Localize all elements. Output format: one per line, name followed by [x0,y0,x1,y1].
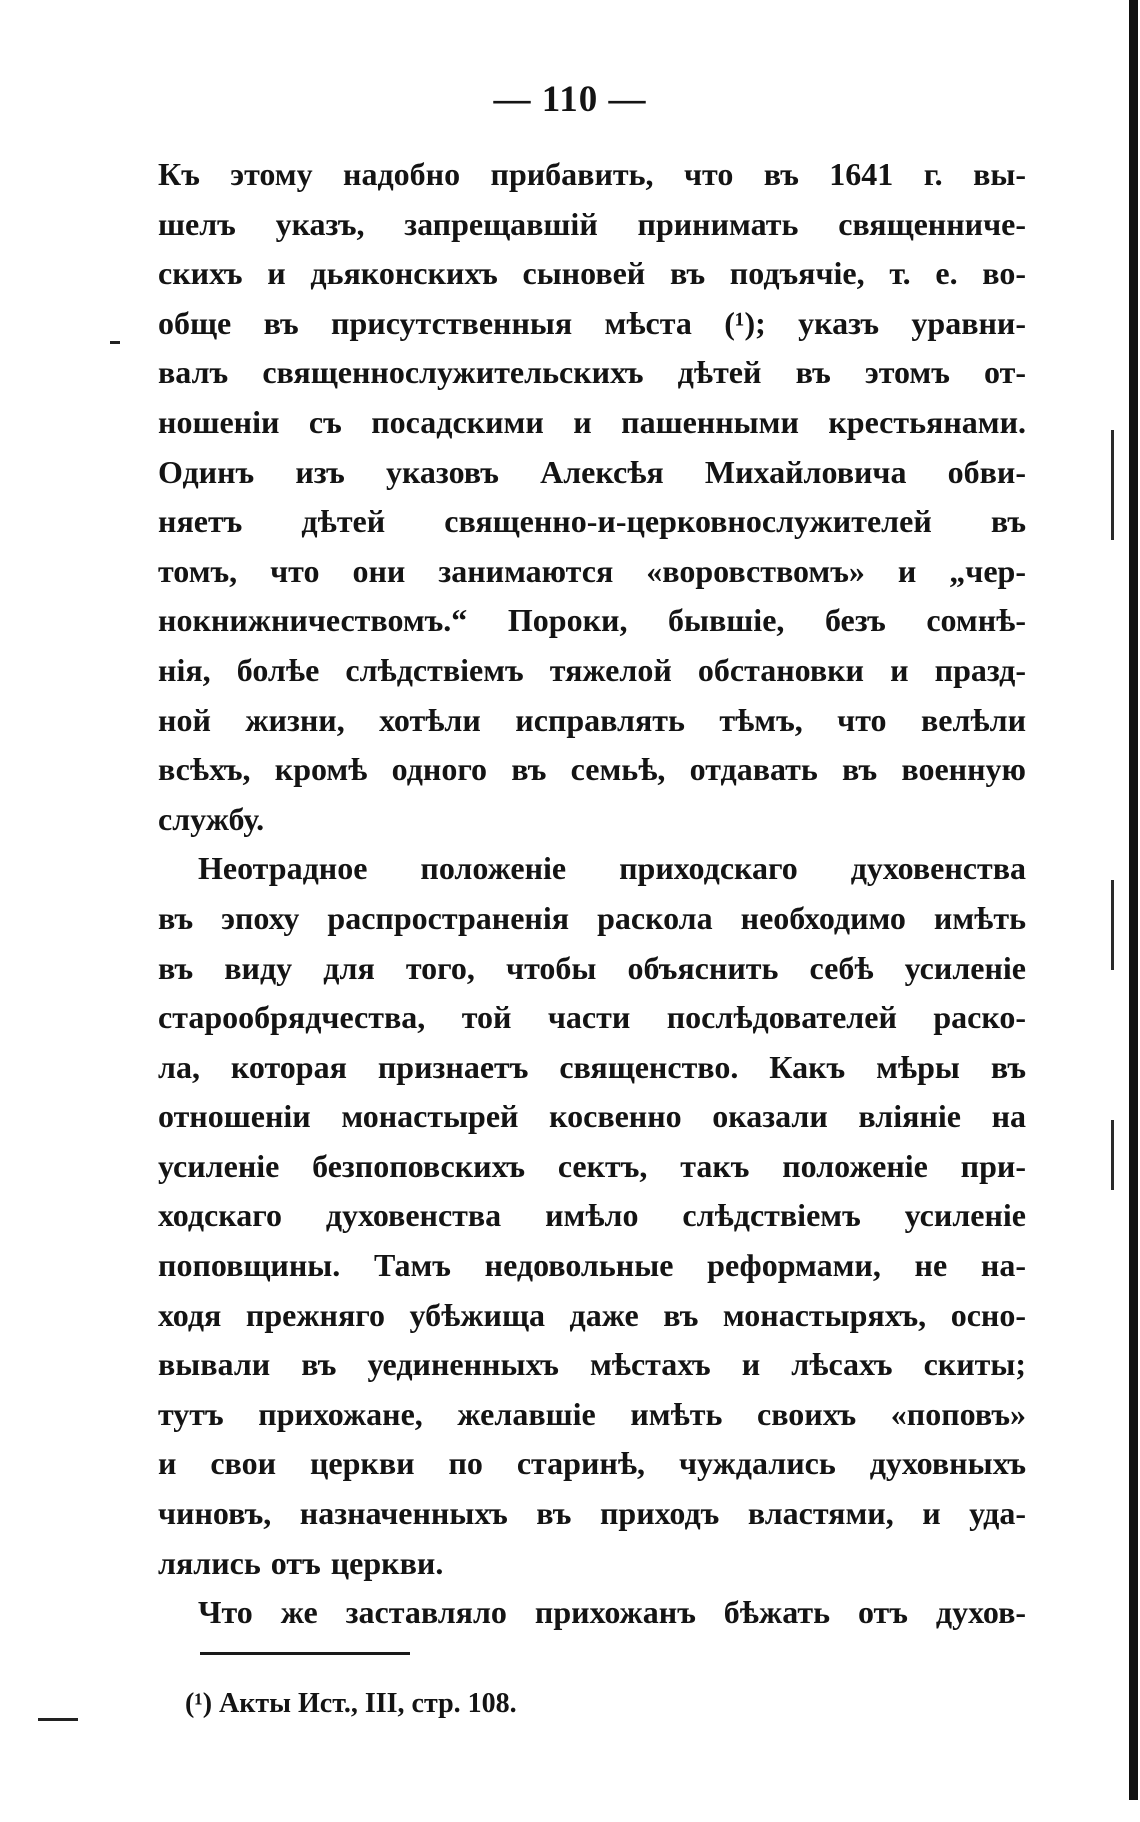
text-line: и свои церкви по старинѣ, чуждались духовныхъ [158,1445,1026,1482]
text-line: Что же заставляло прихожанъ бѣжать отъ духов- [198,1594,1026,1631]
text-line: въ виду для того, чтобы объяснить себѣ усиленіе [158,949,1026,986]
scan-edge-mark [1111,430,1114,540]
scan-edge-mark [1111,880,1114,970]
page-number: — 110 — [493,79,647,120]
text-line: службу. [158,800,265,837]
text-line: обще въ присутственныя мѣста (¹); указъ уравни- [158,304,1026,341]
text-line: въ эпоху распространенія раскола необходимо имѣть [158,899,1026,936]
text-line: няетъ дѣтей священно-и-церковнослужителей въ [158,503,1026,540]
text-line: Одинъ изъ указовъ Алексѣя Михайловича обви- [158,453,1026,490]
scan-edge-mark [1111,1120,1114,1190]
footnote: (¹) Акты Ист., III, стр. 108. [185,1688,517,1719]
text-line: поповщины. Тамъ недовольные реформами, не на- [158,1247,1026,1284]
scan-page-edge [1129,0,1138,1800]
text-line: шелъ указъ, запрещавшій принимать священниче- [158,205,1026,242]
text-line: ла, которая признаетъ священство. Какъ мѣры въ [158,1048,1026,1085]
scan-margin-mark [38,1718,78,1721]
text-line: отношеніи монастырей косвенно оказали вліяніе на [158,1098,1026,1135]
text-line: ношеніи съ посадскими и пашенными крестьянами. [158,403,1026,440]
text-line: ходскаго духовенства имѣло слѣдствіемъ усиленіе [158,1197,1026,1234]
text-line: томъ, что они занимаются «воровствомъ» и „чер- [158,552,1026,589]
text-line: Къ этому надобно прибавить, что въ 1641 г. вы- [158,156,1026,192]
footnote-divider [200,1652,410,1655]
text-line: старообрядчества, той части послѣдователей раско- [158,999,1026,1036]
scan-margin-mark [110,341,120,344]
text-line: лялись отъ церкви. [158,1544,444,1581]
text-line: валъ священнослужительскихъ дѣтей въ этомъ от- [158,354,1026,391]
text-line: всѣхъ, кромѣ одного въ семьѣ, отдавать въ военную [158,751,1026,788]
text-line: тутъ прихожане, желавшіе имѣть своихъ «поповъ» [158,1395,1026,1432]
body-text [158,150,1026,1638]
text-line: скихъ и дьяконскихъ сыновей въ подъячіе, т. е. во- [158,255,1026,292]
text-line: ной жизни, хотѣли исправлять тѣмъ, что велѣли [158,701,1026,738]
text-line: ходя прежняго убѣжища даже въ монастыряхъ, осно- [158,1296,1026,1333]
text-line: вывали въ уединенныхъ мѣстахъ и лѣсахъ скиты; [158,1346,1026,1383]
text-line: нія, болѣе слѣдствіемъ тяжелой обстановки и празд- [158,651,1026,688]
text-line: Неотрадное положеніе приходскаго духовенства [198,850,1026,887]
text-line: нокнижничествомъ.“ Пороки, бывшіе, безъ сомнѣ- [158,602,1026,639]
text-line: усиленіе безпоповскихъ сектъ, такъ положеніе при- [158,1147,1026,1184]
text-line: чиновъ, назначенныхъ въ приходъ властями, и уда- [158,1495,1026,1532]
